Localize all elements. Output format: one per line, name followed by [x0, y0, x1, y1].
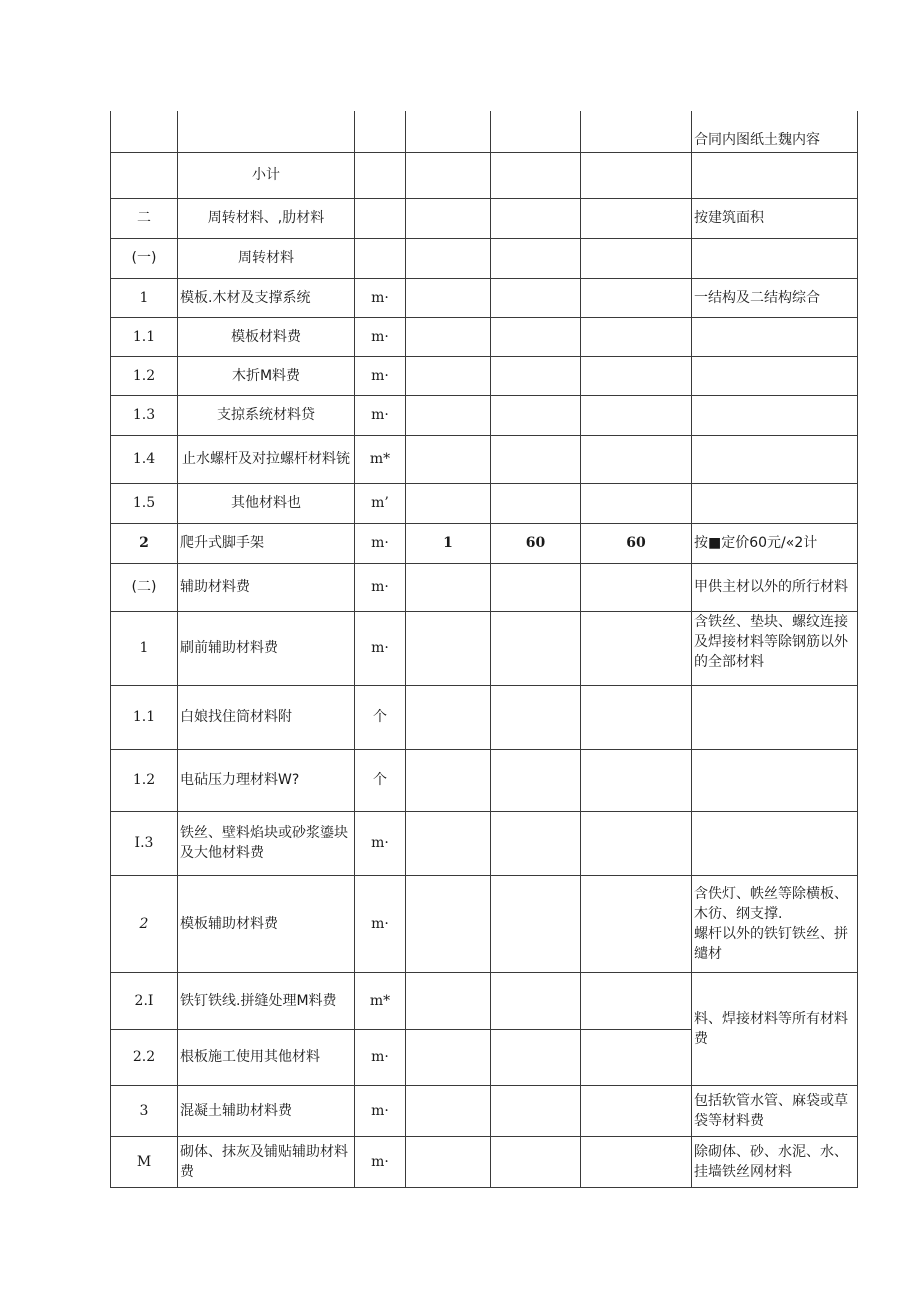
table-row	[111, 435, 858, 483]
cell-qty	[406, 152, 491, 198]
cell-qty	[406, 611, 491, 685]
cell-total	[581, 198, 692, 238]
cell-unit: m·	[355, 395, 406, 435]
cell-price	[491, 972, 581, 1029]
cell-no: 1	[111, 278, 178, 317]
cell-note: 含佚灯、帙丝等除横板、木彷、纲支撑. 螺杆以外的铁钉铁丝、拼缱材	[692, 875, 858, 972]
cell-unit: m*	[355, 972, 406, 1029]
cell-note	[692, 749, 858, 811]
table-row	[111, 1136, 858, 1187]
cell-qty	[406, 111, 491, 152]
cell-name: 混凝土辅助材料费	[178, 1085, 355, 1136]
cell-name: 铁钉铁线.拼缝处理M料费	[178, 972, 355, 1029]
cell-no: 二	[111, 198, 178, 238]
table-row	[111, 238, 858, 278]
cell-unit	[355, 238, 406, 278]
cell-qty: 1	[406, 523, 491, 563]
cell-note: 按建筑面积	[692, 198, 858, 238]
cell-name: 其他材料也	[178, 483, 355, 523]
cell-total	[581, 483, 692, 523]
table-row	[111, 111, 858, 152]
cell-total	[581, 1085, 692, 1136]
cell-name: 电砧压力理材料W?	[178, 749, 355, 811]
cell-qty	[406, 317, 491, 356]
cell-note: 按■定价60元/«2计	[692, 523, 858, 563]
cell-total	[581, 972, 692, 1029]
cell-no: 1.3	[111, 395, 178, 435]
cell-no: 2.I	[111, 972, 178, 1029]
cell-note	[692, 685, 858, 749]
cell-name: 砌体、抹灰及铺贴辅助材料费	[178, 1136, 355, 1187]
cell-unit: m·	[355, 875, 406, 972]
cell-name: 辅助材料费	[178, 563, 355, 611]
cell-unit: m·	[355, 317, 406, 356]
cell-price	[491, 1085, 581, 1136]
cell-price	[491, 317, 581, 356]
cell-note	[692, 435, 858, 483]
cell-total	[581, 356, 692, 395]
cell-qty	[406, 749, 491, 811]
cell-total	[581, 875, 692, 972]
cell-name: 小计	[178, 152, 355, 198]
cell-total	[581, 278, 692, 317]
cell-price	[491, 238, 581, 278]
cell-no: I.3	[111, 811, 178, 875]
cell-total	[581, 238, 692, 278]
cell-unit: m·	[355, 811, 406, 875]
table-row	[111, 749, 858, 811]
cell-name: 支掠系统材料贷	[178, 395, 355, 435]
table-row	[111, 685, 858, 749]
cell-unit: m·	[355, 563, 406, 611]
cell-unit: m’	[355, 483, 406, 523]
cell-no: 3	[111, 1085, 178, 1136]
table-row	[111, 611, 858, 685]
cell-note: 含铁丝、垫块、螺纹连接及焊接材料等除钢筋以外的全部材料	[692, 611, 858, 685]
cell-unit	[355, 111, 406, 152]
cell-name: 模板材料费	[178, 317, 355, 356]
cell-note	[692, 317, 858, 356]
cell-qty	[406, 395, 491, 435]
cell-total	[581, 1029, 692, 1085]
cell-total	[581, 435, 692, 483]
cell-qty	[406, 435, 491, 483]
cell-note	[692, 811, 858, 875]
cell-qty	[406, 483, 491, 523]
cell-qty	[406, 1029, 491, 1085]
cell-no: 2	[111, 875, 178, 972]
cell-price	[491, 811, 581, 875]
cell-note	[692, 356, 858, 395]
table-row	[111, 563, 858, 611]
cell-note	[692, 395, 858, 435]
cell-price	[491, 111, 581, 152]
cell-price: 60	[491, 523, 581, 563]
cell-price	[491, 749, 581, 811]
table-row	[111, 198, 858, 238]
cell-price	[491, 685, 581, 749]
cell-note	[692, 483, 858, 523]
cell-price	[491, 435, 581, 483]
cell-unit: 个	[355, 685, 406, 749]
cell-unit: m·	[355, 1085, 406, 1136]
cell-note	[692, 152, 858, 198]
cell-qty	[406, 811, 491, 875]
cell-name: 周转材料、,肋材料	[178, 198, 355, 238]
cell-no: 1.2	[111, 356, 178, 395]
table-row	[111, 811, 858, 875]
table-row	[111, 523, 858, 563]
cost-table	[110, 111, 858, 1188]
cell-total	[581, 395, 692, 435]
cell-no: 1.1	[111, 685, 178, 749]
table-row	[111, 1085, 858, 1136]
cell-name: 刷前辅助材料费	[178, 611, 355, 685]
cell-qty	[406, 685, 491, 749]
cell-no: M	[111, 1136, 178, 1187]
cell-no	[111, 111, 178, 152]
cell-note: 合同内图纸土魏内容	[692, 111, 858, 152]
cell-price	[491, 611, 581, 685]
cell-note: 除砌体、砂、水泥、水、挂墙铁丝网材料	[692, 1136, 858, 1187]
table-row	[111, 875, 858, 972]
table-row	[111, 278, 858, 317]
cell-note: 料、焊接材料等所有材料费	[692, 972, 858, 1085]
cell-no: 1.5	[111, 483, 178, 523]
cell-price	[491, 1029, 581, 1085]
cell-unit: m·	[355, 1029, 406, 1085]
table-row	[111, 972, 858, 1029]
cell-price	[491, 356, 581, 395]
cell-no: 1.4	[111, 435, 178, 483]
cell-no: 1.2	[111, 749, 178, 811]
cell-no: (二)	[111, 563, 178, 611]
cell-total	[581, 811, 692, 875]
cell-price	[491, 198, 581, 238]
cell-name	[178, 111, 355, 152]
cell-name: 根板施工使用其他材料	[178, 1029, 355, 1085]
cell-total	[581, 111, 692, 152]
cell-name: 止水螺杆及对拉螺杆材料铳	[178, 435, 355, 483]
cell-total	[581, 749, 692, 811]
cell-name: 模板辅助材料费	[178, 875, 355, 972]
cell-qty	[406, 198, 491, 238]
cell-total	[581, 1136, 692, 1187]
cell-qty	[406, 238, 491, 278]
cell-total	[581, 611, 692, 685]
cell-note	[692, 238, 858, 278]
cell-price	[491, 395, 581, 435]
cell-name: 周转材料	[178, 238, 355, 278]
cell-name: 模板.木材及支撑系统	[178, 278, 355, 317]
cell-note: 包括软管水管、麻袋或草袋等材料费	[692, 1085, 858, 1136]
table-row	[111, 317, 858, 356]
cell-total	[581, 563, 692, 611]
cell-name: 铁丝、壁料焰块或砂浆鎏块及大他材料费	[178, 811, 355, 875]
cell-unit: m·	[355, 278, 406, 317]
cell-price	[491, 1136, 581, 1187]
cell-total: 60	[581, 523, 692, 563]
cell-price	[491, 483, 581, 523]
cell-name: 白娘找住筒材料附	[178, 685, 355, 749]
cell-price	[491, 875, 581, 972]
cell-no: 2	[111, 523, 178, 563]
cell-unit: m·	[355, 1136, 406, 1187]
table-row	[111, 152, 858, 198]
table-row	[111, 356, 858, 395]
cell-note: 甲供主材以外的所行材料	[692, 563, 858, 611]
cell-unit	[355, 198, 406, 238]
cell-qty	[406, 563, 491, 611]
cell-no: 1.1	[111, 317, 178, 356]
table-row	[111, 483, 858, 523]
cell-qty	[406, 278, 491, 317]
cell-qty	[406, 1085, 491, 1136]
cell-qty	[406, 875, 491, 972]
cell-price	[491, 152, 581, 198]
cell-unit: m*	[355, 435, 406, 483]
cell-total	[581, 152, 692, 198]
cell-name: 木折M料费	[178, 356, 355, 395]
cell-no: (一)	[111, 238, 178, 278]
cell-price	[491, 563, 581, 611]
cell-qty	[406, 1136, 491, 1187]
cell-no: 1	[111, 611, 178, 685]
cell-no	[111, 152, 178, 198]
cell-unit: m·	[355, 356, 406, 395]
cell-qty	[406, 972, 491, 1029]
cell-unit: m·	[355, 611, 406, 685]
cell-note: 一结构及二结构综合	[692, 278, 858, 317]
cell-name: 爬升式脚手架	[178, 523, 355, 563]
cell-qty	[406, 356, 491, 395]
cell-total	[581, 685, 692, 749]
cell-unit: 个	[355, 749, 406, 811]
cell-no: 2.2	[111, 1029, 178, 1085]
table-row	[111, 395, 858, 435]
cell-unit	[355, 152, 406, 198]
cell-unit: m·	[355, 523, 406, 563]
cell-price	[491, 278, 581, 317]
cell-total	[581, 317, 692, 356]
